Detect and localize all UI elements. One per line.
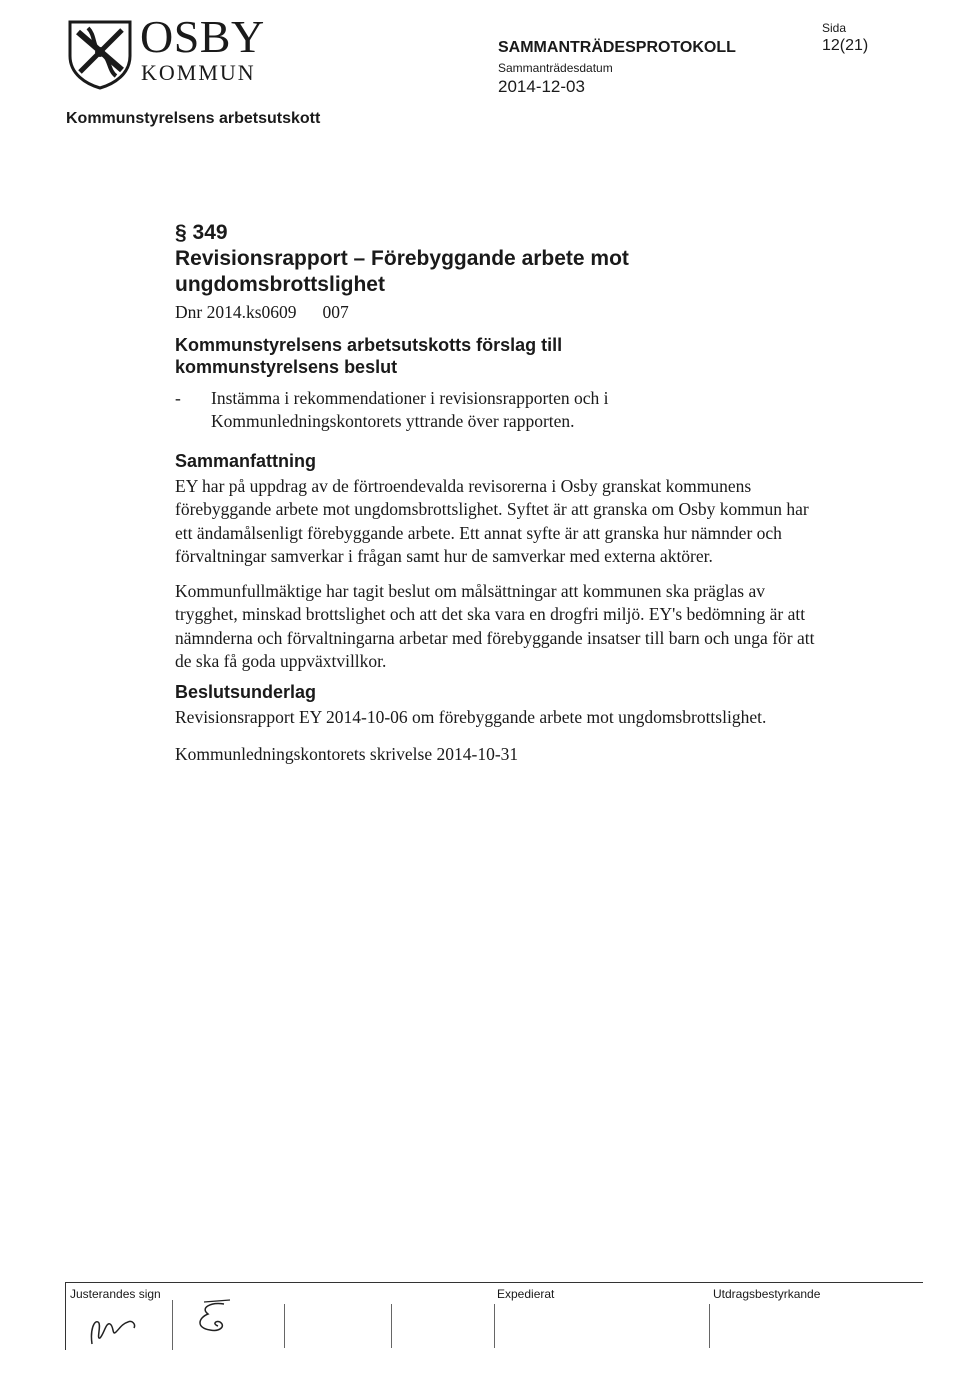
committee-name: Kommunstyrelsens arbetsutskott <box>66 110 321 127</box>
decision-basis-item-2: Kommunledningskontorets skrivelse 2014-10-31 <box>175 744 519 764</box>
brand-subtitle: KOMMUN <box>141 60 256 85</box>
dnr-code: 007 <box>322 302 349 322</box>
summary-heading: Sammanfattning <box>175 450 317 471</box>
signature-divider <box>391 1304 392 1348</box>
handwritten-initials-signature <box>82 1300 142 1350</box>
proposal-item-line-2: Kommunledningskontorets yttrande över rapporten. <box>211 411 575 431</box>
list-dash: - <box>175 387 181 408</box>
signature-divider <box>494 1304 495 1348</box>
proposal-heading-line-2: kommunstyrelsens beslut <box>175 356 398 377</box>
decision-basis-heading: Beslutsunderlag <box>175 681 317 702</box>
proposal-heading-line-1: Kommunstyrelsens arbetsutskotts förslag till <box>175 334 563 355</box>
footer-left-border <box>65 1282 66 1350</box>
summary-paragraph-2: Kommunfullmäktige har tagit beslut om målsättningar att kommunen ska präglas av trygghet, minskad brottslighet och att det ska vara en drogfri miljö. EY's bedömning är att nämnderna och förvaltningarna arbetar med förebyggande insatser till barn och unga för att de ska få goda uppväxtvillkor. <box>175 580 815 671</box>
section-title-line-1: Revisionsrapport – Förebyggande arbete mot <box>175 247 629 270</box>
section-title-line-2: ungdomsbrottslighet <box>175 273 385 296</box>
proposal-heading <box>175 334 815 378</box>
signature-label: Justerandes sign <box>70 1287 161 1301</box>
page-number: 12(21) <box>822 37 869 54</box>
document-type: SAMMANTRÄDESPROTOKOLL <box>498 39 736 56</box>
extract-certified-label: Utdragsbestyrkande <box>713 1287 821 1301</box>
proposal-item-text <box>211 387 609 434</box>
brand-name: OSBY <box>140 11 265 62</box>
coat-of-arms-logo <box>66 18 134 90</box>
meeting-date-label: Sammanträdesdatum <box>498 61 613 75</box>
decision-basis-item-1: Revisionsrapport EY 2014-10-06 om förebyggande arbete mot ungdomsbrottslighet. <box>175 706 767 727</box>
section-number: § 349 <box>175 221 228 244</box>
list-item <box>175 387 815 434</box>
signature-divider <box>284 1304 285 1348</box>
expedited-label: Expedierat <box>497 1287 555 1301</box>
proposal-item-line-1: Instämma i rekommendationer i revisionsrapporten och i <box>211 387 609 408</box>
summary-paragraph-1: EY har på uppdrag av de förtroendevalda revisorerna i Osby granskat kommunens förebyggande arbete mot ungdomsbrottslighet. Syftet är att granska om Osby kommun har ett ändamålsenligt förebyggande arbete. Ett annat syfte är att granska hur nämnder och förvaltningar samverkar i frågan samt hur de samverkar med externa aktörer. <box>175 475 809 566</box>
document-body <box>175 220 815 767</box>
handwritten-initials-signature <box>190 1296 240 1338</box>
dnr-prefix: Dnr 2014.ks0609 <box>175 302 297 322</box>
signature-divider <box>709 1304 710 1348</box>
meeting-date-value: 2014-12-03 <box>498 77 585 96</box>
signature-divider <box>172 1300 173 1350</box>
proposal-list <box>175 387 815 434</box>
page-label: Sida <box>822 21 847 35</box>
registration-number <box>175 301 815 325</box>
